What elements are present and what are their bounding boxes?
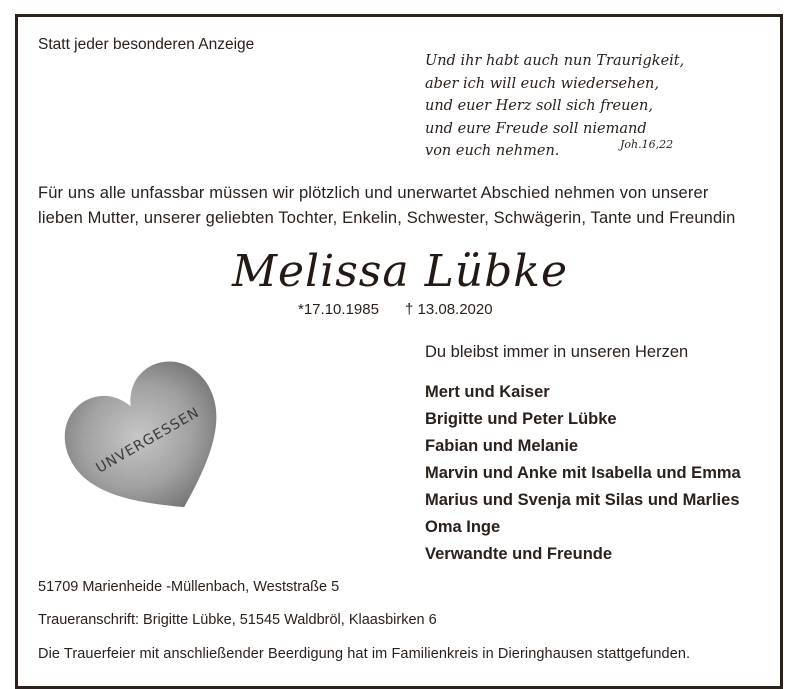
family-member: Verwandte und Freunde (425, 545, 613, 563)
verse-line: von euch nehmen. (425, 143, 560, 159)
header-note: Statt jeder besonderen Anzeige (38, 36, 255, 53)
intro-line: lieben Mutter, unserer geliebten Tochter, Enkelin, Schwester, Schwägerin, Tante und Freundin (38, 209, 736, 227)
verse-line: aber ich will euch wiedersehen, (425, 75, 659, 92)
intro-text (38, 181, 735, 231)
family-member: Marvin und Anke mit Isabella und Emma (425, 464, 741, 482)
heart-stone-image (58, 344, 238, 534)
heart-inscription: UNVERGESSEN (93, 404, 203, 477)
ceremony-note: Die Trauerfeier mit anschließender Beerdigung hat im Familienkreis in Dieringhausen stattgefunden. (38, 646, 691, 662)
verse-line: und euer Herz soll sich freuen, (425, 98, 653, 114)
family-member: Brigitte und Peter Lübke (425, 410, 617, 428)
family-member: Fabian und Melanie (425, 437, 579, 455)
birth-date: *17.10.1985 (298, 301, 379, 318)
verse-line: Und ihr habt auch nun Traurigkeit, (425, 53, 685, 69)
verse-reference: Joh.16,22 (620, 138, 674, 151)
death-date: † 13.08.2020 (405, 301, 493, 318)
family-member: Marius und Svenja mit Silas und Marlies (425, 491, 740, 509)
intro-line: Für uns alle unfassbar müssen wir plötzlich und unerwartet Abschied nehmen von unserer (38, 184, 709, 202)
mourning-address: Traueranschrift: Brigitte Lübke, 51545 Waldbröl, Klaasbirken 6 (38, 612, 437, 628)
verse-line: und eure Freude soll niemand (425, 120, 647, 137)
family-list (425, 379, 741, 568)
residence-address: 51709 Marienheide -Müllenbach, Weststraße 5 (38, 579, 340, 595)
deceased-name: Melissa Lübke (231, 246, 569, 297)
motto: Du bleibst immer in unseren Herzen (425, 343, 689, 361)
family-member: Oma Inge (425, 518, 501, 536)
family-member: Mert und Kaiser (425, 383, 550, 401)
